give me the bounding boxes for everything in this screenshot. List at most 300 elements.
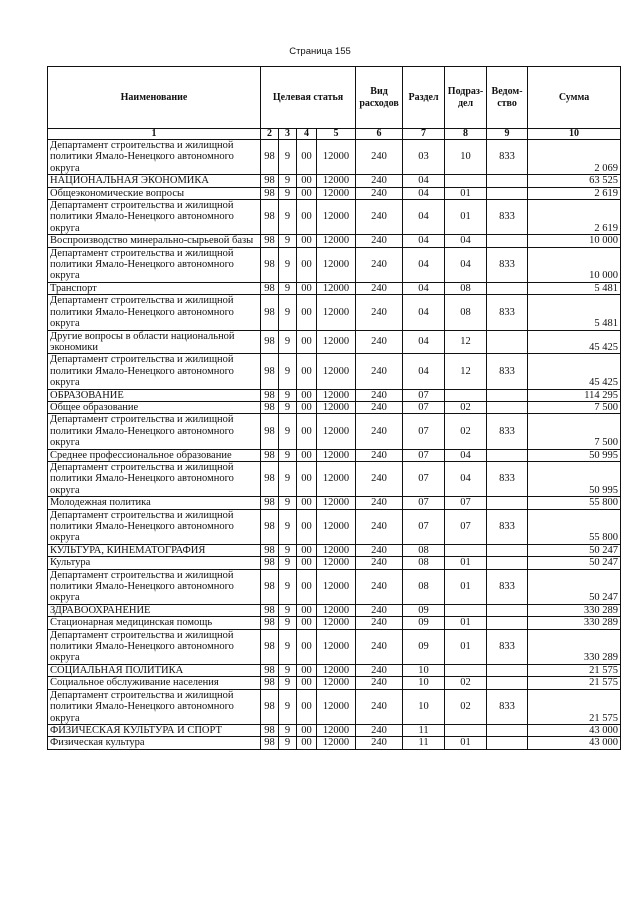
cell-amount: 43 000 <box>528 737 621 749</box>
cell-target-subprogram: 9 <box>279 617 297 629</box>
cell-target-program: 98 <box>261 140 279 175</box>
cell-section: 07 <box>403 509 445 544</box>
table-row <box>48 247 621 282</box>
table-row <box>48 724 621 736</box>
cell-expense-type: 240 <box>356 664 403 676</box>
table-row <box>48 509 621 544</box>
cell-name: Физическая культура <box>48 737 261 749</box>
cell-target-subprogram: 9 <box>279 629 297 664</box>
cell-expense-type: 240 <box>356 724 403 736</box>
cell-expense-type: 240 <box>356 461 403 496</box>
cell-section: 04 <box>403 247 445 282</box>
cell-name: Общее образование <box>48 401 261 413</box>
cell-target-subprogram: 9 <box>279 140 297 175</box>
cell-target-code: 12000 <box>317 557 356 569</box>
cell-target-program: 98 <box>261 200 279 235</box>
cell-target-code: 12000 <box>317 544 356 556</box>
cell-amount: 10 000 <box>528 235 621 247</box>
cell-subsection: 07 <box>445 509 487 544</box>
cell-department <box>487 282 528 294</box>
cell-subsection: 01 <box>445 569 487 604</box>
cell-section: 03 <box>403 140 445 175</box>
cell-target-program: 98 <box>261 677 279 689</box>
table-row <box>48 235 621 247</box>
cell-target-code: 12000 <box>317 330 356 354</box>
cell-name: Департамент строительства и жилищной политики Ямало-Ненецкого автономного округа <box>48 247 261 282</box>
cell-section: 04 <box>403 330 445 354</box>
header-subsection: Подраз-дел <box>445 67 487 129</box>
cell-section: 09 <box>403 617 445 629</box>
cell-section: 07 <box>403 449 445 461</box>
cell-section: 04 <box>403 235 445 247</box>
cell-section: 07 <box>403 414 445 449</box>
cell-subsection <box>445 175 487 187</box>
header-name: Наименование <box>48 67 261 129</box>
cell-target-code: 12000 <box>317 414 356 449</box>
cell-department <box>487 677 528 689</box>
cell-target-code: 12000 <box>317 629 356 664</box>
cell-target-subprogram: 9 <box>279 497 297 509</box>
cell-expense-type: 240 <box>356 235 403 247</box>
cell-target-code: 12000 <box>317 175 356 187</box>
cell-name: Департамент строительства и жилищной политики Ямало-Ненецкого автономного округа <box>48 629 261 664</box>
cell-subsection: 04 <box>445 449 487 461</box>
table-row <box>48 664 621 676</box>
cell-expense-type: 240 <box>356 449 403 461</box>
cell-target-code: 12000 <box>317 235 356 247</box>
cell-section: 07 <box>403 389 445 401</box>
cell-target-code: 12000 <box>317 569 356 604</box>
cell-expense-type: 240 <box>356 544 403 556</box>
cell-target-program: 98 <box>261 401 279 413</box>
cell-name: ОБРАЗОВАНИЕ <box>48 389 261 401</box>
cell-expense-type: 240 <box>356 689 403 724</box>
cell-department: 833 <box>487 295 528 330</box>
cell-section: 08 <box>403 569 445 604</box>
cell-name: Транспорт <box>48 282 261 294</box>
table-row <box>48 200 621 235</box>
cell-target-code: 12000 <box>317 354 356 389</box>
cell-target-program: 98 <box>261 330 279 354</box>
cell-expense-type: 240 <box>356 354 403 389</box>
cell-department: 833 <box>487 140 528 175</box>
cell-name: Департамент строительства и жилищной политики Ямало-Ненецкого автономного округа <box>48 140 261 175</box>
cell-target-program: 98 <box>261 724 279 736</box>
cell-subsection: 01 <box>445 187 487 199</box>
cell-department <box>487 737 528 749</box>
cell-target-program: 98 <box>261 604 279 616</box>
table-row <box>48 295 621 330</box>
cell-section: 04 <box>403 282 445 294</box>
cell-section: 08 <box>403 544 445 556</box>
cell-amount: 45 425 <box>528 354 621 389</box>
cell-name: НАЦИОНАЛЬНАЯ ЭКОНОМИКА <box>48 175 261 187</box>
cell-target-code: 12000 <box>317 389 356 401</box>
cell-target-program: 98 <box>261 354 279 389</box>
header-target: Целевая статья <box>261 67 356 129</box>
cell-section: 04 <box>403 295 445 330</box>
table-row <box>48 330 621 354</box>
cell-amount: 50 995 <box>528 449 621 461</box>
cell-amount: 50 247 <box>528 544 621 556</box>
cell-target-subprogram: 9 <box>279 187 297 199</box>
cell-target-subprogram: 9 <box>279 689 297 724</box>
cell-section: 11 <box>403 737 445 749</box>
cell-name: Департамент строительства и жилищной политики Ямало-Ненецкого автономного округа <box>48 689 261 724</box>
cell-target-group: 00 <box>297 449 317 461</box>
table-row <box>48 629 621 664</box>
cell-expense-type: 240 <box>356 295 403 330</box>
cell-amount: 21 575 <box>528 664 621 676</box>
cell-target-code: 12000 <box>317 282 356 294</box>
cell-target-subprogram: 9 <box>279 282 297 294</box>
cell-target-code: 12000 <box>317 401 356 413</box>
cell-target-program: 98 <box>261 497 279 509</box>
cell-target-group: 00 <box>297 604 317 616</box>
cell-amount: 21 575 <box>528 689 621 724</box>
cell-target-group: 00 <box>297 557 317 569</box>
cell-subsection: 04 <box>445 461 487 496</box>
column-number: 9 <box>487 129 528 140</box>
cell-target-group: 00 <box>297 569 317 604</box>
cell-name: Воспроизводство минерально-сырьевой базы <box>48 235 261 247</box>
cell-target-group: 00 <box>297 175 317 187</box>
cell-department <box>487 544 528 556</box>
cell-subsection: 04 <box>445 247 487 282</box>
cell-subsection: 02 <box>445 677 487 689</box>
cell-target-code: 12000 <box>317 617 356 629</box>
cell-amount: 5 481 <box>528 295 621 330</box>
cell-target-group: 00 <box>297 461 317 496</box>
cell-expense-type: 240 <box>356 140 403 175</box>
cell-section: 10 <box>403 689 445 724</box>
cell-amount: 50 995 <box>528 461 621 496</box>
cell-subsection <box>445 544 487 556</box>
cell-target-subprogram: 9 <box>279 175 297 187</box>
cell-subsection: 01 <box>445 617 487 629</box>
cell-name: КУЛЬТУРА, КИНЕМАТОГРАФИЯ <box>48 544 261 556</box>
cell-expense-type: 240 <box>356 604 403 616</box>
cell-amount: 45 425 <box>528 330 621 354</box>
column-number: 10 <box>528 129 621 140</box>
cell-target-subprogram: 9 <box>279 677 297 689</box>
cell-target-subprogram: 9 <box>279 544 297 556</box>
cell-department <box>487 617 528 629</box>
table-row <box>48 557 621 569</box>
cell-department: 833 <box>487 689 528 724</box>
cell-target-code: 12000 <box>317 140 356 175</box>
cell-subsection: 10 <box>445 140 487 175</box>
cell-target-subprogram: 9 <box>279 557 297 569</box>
cell-subsection <box>445 724 487 736</box>
table-row <box>48 389 621 401</box>
cell-amount: 55 800 <box>528 497 621 509</box>
cell-section: 04 <box>403 200 445 235</box>
cell-target-group: 00 <box>297 497 317 509</box>
cell-department <box>487 235 528 247</box>
table-row <box>48 461 621 496</box>
cell-target-subprogram: 9 <box>279 509 297 544</box>
cell-expense-type: 240 <box>356 629 403 664</box>
cell-section: 07 <box>403 401 445 413</box>
column-number-row <box>48 129 621 140</box>
cell-subsection: 01 <box>445 557 487 569</box>
cell-expense-type: 240 <box>356 401 403 413</box>
cell-target-group: 00 <box>297 544 317 556</box>
cell-name: ФИЗИЧЕСКАЯ КУЛЬТУРА И СПОРТ <box>48 724 261 736</box>
column-number: 7 <box>403 129 445 140</box>
cell-amount: 330 289 <box>528 629 621 664</box>
cell-target-code: 12000 <box>317 677 356 689</box>
cell-name: Культура <box>48 557 261 569</box>
cell-target-group: 00 <box>297 689 317 724</box>
cell-target-group: 00 <box>297 617 317 629</box>
cell-target-program: 98 <box>261 175 279 187</box>
cell-target-code: 12000 <box>317 247 356 282</box>
cell-target-group: 00 <box>297 629 317 664</box>
budget-table <box>47 66 621 750</box>
cell-target-group: 00 <box>297 724 317 736</box>
cell-target-program: 98 <box>261 235 279 247</box>
cell-name: Общеэкономические вопросы <box>48 187 261 199</box>
cell-amount: 43 000 <box>528 724 621 736</box>
cell-target-program: 98 <box>261 461 279 496</box>
cell-name: Департамент строительства и жилищной политики Ямало-Ненецкого автономного округа <box>48 354 261 389</box>
cell-target-program: 98 <box>261 629 279 664</box>
cell-department: 833 <box>487 200 528 235</box>
cell-target-code: 12000 <box>317 737 356 749</box>
cell-name: Департамент строительства и жилищной политики Ямало-Ненецкого автономного округа <box>48 509 261 544</box>
header-section: Раздел <box>403 67 445 129</box>
table-row <box>48 604 621 616</box>
cell-target-program: 98 <box>261 509 279 544</box>
cell-target-subprogram: 9 <box>279 295 297 330</box>
cell-department <box>487 330 528 354</box>
cell-target-group: 00 <box>297 414 317 449</box>
cell-target-code: 12000 <box>317 497 356 509</box>
cell-amount: 330 289 <box>528 617 621 629</box>
cell-amount: 5 481 <box>528 282 621 294</box>
cell-target-group: 00 <box>297 200 317 235</box>
cell-section: 10 <box>403 677 445 689</box>
table-row <box>48 497 621 509</box>
cell-target-subprogram: 9 <box>279 604 297 616</box>
column-number: 2 <box>261 129 279 140</box>
cell-section: 10 <box>403 664 445 676</box>
cell-expense-type: 240 <box>356 175 403 187</box>
cell-subsection: 08 <box>445 282 487 294</box>
cell-target-program: 98 <box>261 617 279 629</box>
header-row <box>48 67 621 129</box>
cell-target-program: 98 <box>261 689 279 724</box>
table-row <box>48 544 621 556</box>
cell-department <box>487 497 528 509</box>
cell-target-subprogram: 9 <box>279 354 297 389</box>
cell-subsection: 01 <box>445 629 487 664</box>
cell-target-subprogram: 9 <box>279 235 297 247</box>
cell-amount: 55 800 <box>528 509 621 544</box>
cell-target-subprogram: 9 <box>279 401 297 413</box>
cell-target-code: 12000 <box>317 200 356 235</box>
cell-subsection <box>445 389 487 401</box>
table-row <box>48 354 621 389</box>
cell-target-program: 98 <box>261 664 279 676</box>
cell-department <box>487 449 528 461</box>
cell-name: Департамент строительства и жилищной политики Ямало-Ненецкого автономного округа <box>48 461 261 496</box>
cell-target-program: 98 <box>261 569 279 604</box>
cell-name: Департамент строительства и жилищной политики Ямало-Ненецкого автономного округа <box>48 569 261 604</box>
cell-name: Молодежная политика <box>48 497 261 509</box>
cell-target-group: 00 <box>297 354 317 389</box>
cell-amount: 10 000 <box>528 247 621 282</box>
cell-target-group: 00 <box>297 389 317 401</box>
cell-expense-type: 240 <box>356 282 403 294</box>
cell-department <box>487 664 528 676</box>
column-number: 4 <box>297 129 317 140</box>
header-amount: Сумма <box>528 67 621 129</box>
cell-amount: 63 525 <box>528 175 621 187</box>
cell-target-code: 12000 <box>317 449 356 461</box>
cell-subsection: 12 <box>445 330 487 354</box>
cell-department: 833 <box>487 461 528 496</box>
cell-target-subprogram: 9 <box>279 200 297 235</box>
cell-department: 833 <box>487 354 528 389</box>
cell-amount: 330 289 <box>528 604 621 616</box>
table-row <box>48 617 621 629</box>
cell-section: 07 <box>403 461 445 496</box>
cell-target-code: 12000 <box>317 187 356 199</box>
cell-target-group: 00 <box>297 295 317 330</box>
cell-subsection: 08 <box>445 295 487 330</box>
cell-department: 833 <box>487 569 528 604</box>
cell-subsection: 01 <box>445 200 487 235</box>
cell-target-code: 12000 <box>317 689 356 724</box>
table-row <box>48 737 621 749</box>
cell-target-subprogram: 9 <box>279 414 297 449</box>
cell-amount: 2 069 <box>528 140 621 175</box>
cell-target-subprogram: 9 <box>279 247 297 282</box>
cell-section: 09 <box>403 629 445 664</box>
cell-subsection: 04 <box>445 235 487 247</box>
table-row <box>48 414 621 449</box>
cell-target-subprogram: 9 <box>279 449 297 461</box>
cell-section: 08 <box>403 557 445 569</box>
cell-target-code: 12000 <box>317 295 356 330</box>
cell-target-program: 98 <box>261 557 279 569</box>
cell-subsection <box>445 604 487 616</box>
cell-target-group: 00 <box>297 401 317 413</box>
cell-expense-type: 240 <box>356 557 403 569</box>
cell-target-group: 00 <box>297 140 317 175</box>
cell-expense-type: 240 <box>356 509 403 544</box>
table-row <box>48 282 621 294</box>
table-row <box>48 449 621 461</box>
cell-section: 11 <box>403 724 445 736</box>
column-number: 1 <box>48 129 261 140</box>
cell-amount: 50 247 <box>528 569 621 604</box>
cell-target-group: 00 <box>297 282 317 294</box>
table-row <box>48 689 621 724</box>
table-row <box>48 401 621 413</box>
cell-target-program: 98 <box>261 414 279 449</box>
page-number: Страница 155 <box>289 46 351 57</box>
cell-target-program: 98 <box>261 295 279 330</box>
cell-target-group: 00 <box>297 509 317 544</box>
cell-expense-type: 240 <box>356 617 403 629</box>
cell-department <box>487 724 528 736</box>
cell-department <box>487 557 528 569</box>
column-number: 5 <box>317 129 356 140</box>
cell-name: ЗДРАВООХРАНЕНИЕ <box>48 604 261 616</box>
cell-target-subprogram: 9 <box>279 461 297 496</box>
cell-target-code: 12000 <box>317 724 356 736</box>
cell-expense-type: 240 <box>356 187 403 199</box>
cell-target-group: 00 <box>297 187 317 199</box>
cell-expense-type: 240 <box>356 414 403 449</box>
cell-target-program: 98 <box>261 449 279 461</box>
table-row <box>48 187 621 199</box>
table-row <box>48 677 621 689</box>
cell-section: 04 <box>403 175 445 187</box>
cell-amount: 7 500 <box>528 414 621 449</box>
cell-expense-type: 240 <box>356 200 403 235</box>
cell-target-group: 00 <box>297 235 317 247</box>
table-body <box>48 140 621 750</box>
cell-target-code: 12000 <box>317 509 356 544</box>
cell-department: 833 <box>487 247 528 282</box>
cell-expense-type: 240 <box>356 497 403 509</box>
cell-target-subprogram: 9 <box>279 737 297 749</box>
cell-target-subprogram: 9 <box>279 330 297 354</box>
cell-department <box>487 401 528 413</box>
cell-department <box>487 389 528 401</box>
table-row <box>48 140 621 175</box>
cell-expense-type: 240 <box>356 569 403 604</box>
cell-amount: 114 295 <box>528 389 621 401</box>
cell-amount: 21 575 <box>528 677 621 689</box>
column-number: 3 <box>279 129 297 140</box>
cell-target-group: 00 <box>297 247 317 282</box>
cell-expense-type: 240 <box>356 247 403 282</box>
cell-target-program: 98 <box>261 282 279 294</box>
header-department: Ведом-ство <box>487 67 528 129</box>
cell-expense-type: 240 <box>356 389 403 401</box>
cell-amount: 2 619 <box>528 187 621 199</box>
cell-expense-type: 240 <box>356 330 403 354</box>
cell-department <box>487 175 528 187</box>
cell-subsection: 02 <box>445 401 487 413</box>
cell-name: Среднее профессиональное образование <box>48 449 261 461</box>
cell-target-subprogram: 9 <box>279 569 297 604</box>
cell-target-group: 00 <box>297 737 317 749</box>
cell-target-group: 00 <box>297 330 317 354</box>
cell-target-subprogram: 9 <box>279 389 297 401</box>
table-row <box>48 175 621 187</box>
cell-target-group: 00 <box>297 664 317 676</box>
cell-target-program: 98 <box>261 737 279 749</box>
cell-section: 07 <box>403 497 445 509</box>
header-expense-type: Вид расходов <box>356 67 403 129</box>
cell-target-subprogram: 9 <box>279 664 297 676</box>
cell-target-code: 12000 <box>317 461 356 496</box>
cell-target-code: 12000 <box>317 604 356 616</box>
cell-section: 04 <box>403 354 445 389</box>
cell-amount: 7 500 <box>528 401 621 413</box>
cell-name: Другие вопросы в области национальной экономики <box>48 330 261 354</box>
cell-target-program: 98 <box>261 187 279 199</box>
cell-subsection <box>445 664 487 676</box>
cell-department <box>487 187 528 199</box>
